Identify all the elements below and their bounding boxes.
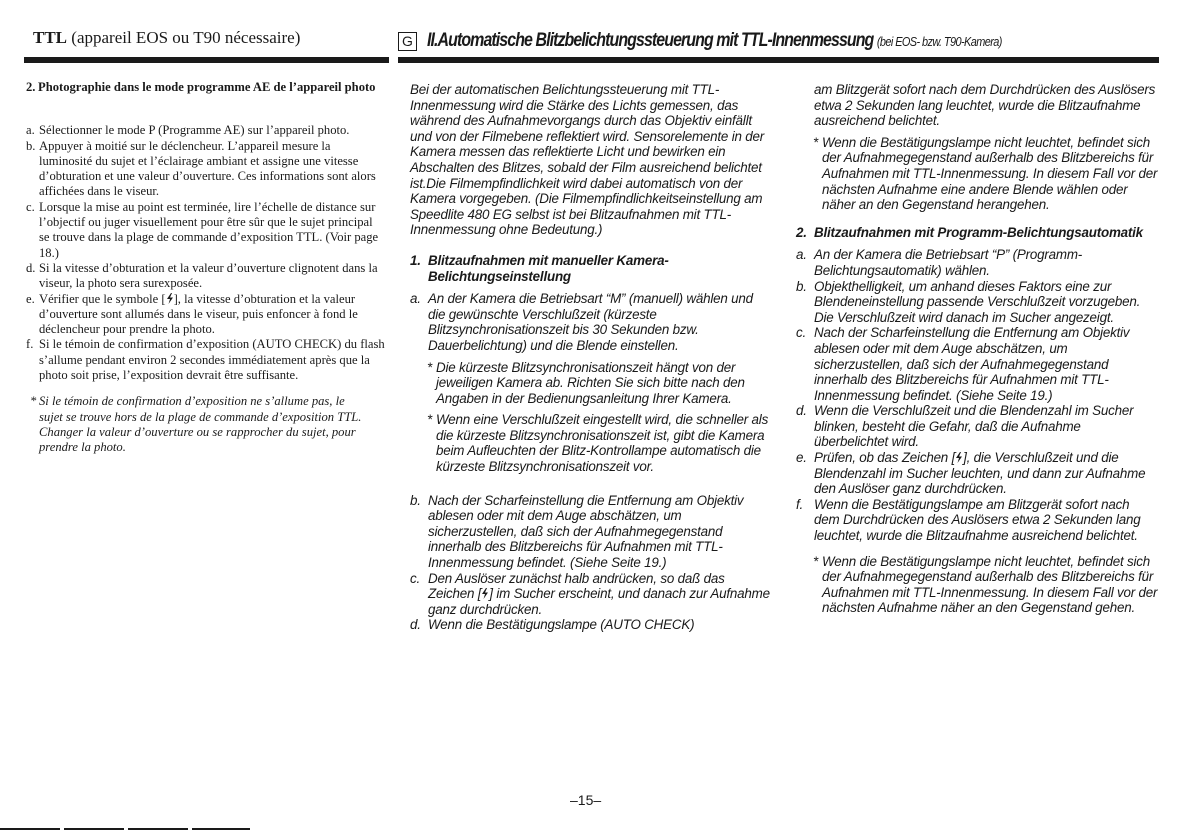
item-text: Si la vitesse d’obturation et la valeur d’ouverture clignotent dans la viseur, la photo sera surexposée. xyxy=(39,260,378,291)
german-list-item xyxy=(796,497,1158,544)
german-list-item xyxy=(796,325,1158,403)
french-header-ttl: TTL xyxy=(33,28,68,47)
item-text: Appuyer à moitié sur le déclencheur. L’appareil mesure la luminosité du sujet et l’éclairage ambiant et assigne une vitesse d’obturation et une valeur d’ouverture. Ces informations sont alors affichées dans le viseur. xyxy=(39,138,376,199)
item-text: Objekthelligkeit, um anhand dieses Faktors eine zur Blendeneinstellung passende Verschlußzeit vorzugeben. Die Verschlußzeit wird danach im Sucher angezeigt. xyxy=(814,278,1141,325)
item-letter: e. xyxy=(796,450,807,466)
german-note xyxy=(410,412,770,474)
german-note xyxy=(410,360,770,407)
flash-bolt-icon xyxy=(166,293,174,304)
item-text xyxy=(428,571,770,618)
french-section-title xyxy=(26,80,386,95)
note-text: Wenn die Bestätigungslampe nicht leuchtet, befindet sich der Aufnahmegegenstand außerhalb des Blitzbereichs für Aufnahmen mit TTL-Innenmessung. In diesem Fall vor der nächsten Aufnahme eine andere Blende wählen oder näher an den Gegenstand herangehen. xyxy=(822,134,1158,213)
german-note xyxy=(796,554,1158,616)
item-text-part: Vérifier que le symbole [ xyxy=(39,291,166,306)
french-list-item xyxy=(26,139,386,200)
german-column-2 xyxy=(796,82,1158,622)
german-continued-text: am Blitzgerät sofort nach dem Durchdrücken des Auslösers etwa 2 Sekunden lang leuchtet, wurde die Blitzaufnahme ausreichend belichtet. xyxy=(814,82,1156,129)
note-asterisk: * xyxy=(30,394,37,409)
german-section-1-title xyxy=(410,253,770,284)
german-note xyxy=(796,135,1158,213)
item-letter: f. xyxy=(796,496,804,512)
item-text: Lorsque la mise au point est terminée, lire l’échelle de distance sur l’objectif ou juger visuellement pour être sûr que le sujet principal se trouve dans la plage de commande d’exposition TTL. (Voir page 18.) xyxy=(39,199,379,260)
note-text: Wenn eine Verschlußzeit eingestellt wird, die schneller als die kürzeste Blitzsynchronisationszeit ist, gibt die Kamera beim Aufleuchten der Blitz-Kontrollampe automatisch die kürzeste Blitzsynchronisationszeit vor. xyxy=(436,412,769,475)
item-letter: c. xyxy=(796,325,807,341)
item-text: Si le témoin de confirmation d’exposition (AUTO CHECK) du flash s’allume pendant environ 2 secondes immédiatement après que la photo soit prise, l’exposition devrait être suffisante. xyxy=(39,337,385,383)
french-note xyxy=(26,394,386,455)
note-text: Si le témoin de confirmation d’exposition ne s’allume pas, le sujet se trouve hors de la plage de commande d’exposition TTL. Changer la valeur d’ouverture ou se rapprocher du sujet, pour prendre la photo. xyxy=(39,394,362,455)
item-text: Wenn die Bestätigungslampe am Blitzgerät sofort nach dem Durchdrücken des Auslösers etwa 2 Sekunden lang leuchtet, wurde die Blitzaufnahme ausreichend belichtet. xyxy=(814,496,1141,544)
french-header-rest: (appareil EOS ou T90 nécessaire) xyxy=(67,28,301,47)
item-letter: d. xyxy=(410,617,421,633)
item-text: Wenn die Verschlußzeit und die Blendenzahl im Sucher blinken, besteht die Gefahr, daß die Aufnahme überbelichtet wird. xyxy=(814,403,1134,450)
german-title-subtitle: (bei EOS- bzw. T90-Kamera) xyxy=(876,34,1002,49)
german-header xyxy=(398,27,1160,55)
item-letter: a. xyxy=(26,123,35,138)
bottom-edge-marks xyxy=(0,828,250,830)
french-list-item xyxy=(26,292,386,338)
note-text: Die kürzeste Blitzsynchronisationszeit hängt von der jeweiligen Kamera ab. Richten Sie sich bitte nach den Angaben in der Bedienungsanleitung Ihrer Kamera. xyxy=(436,359,745,406)
german-column-1 xyxy=(410,82,770,633)
item-text xyxy=(814,450,1158,497)
french-header-rule xyxy=(24,57,389,63)
german-title xyxy=(427,30,1002,52)
german-list-item xyxy=(410,291,770,353)
french-section-number: 2. xyxy=(26,80,36,94)
german-list-item xyxy=(410,571,770,618)
item-letter: c. xyxy=(26,199,35,214)
german-list-item xyxy=(410,493,770,571)
item-letter: b. xyxy=(26,138,36,153)
french-list-item xyxy=(26,123,386,138)
item-text-part: ], la vitesse d’obturation et la valeur d’ouverture sont allumés dans le viseur, puis enfoncer à fond le déclencheur pour prendre la photo. xyxy=(39,291,358,337)
item-text: An der Kamera die Betriebsart “P” (Programm-Belichtungsautomatik) wählen. xyxy=(814,247,1083,278)
item-text: An der Kamera die Betriebsart “M” (manuell) wählen und die gewünschte Verschlußzeit (kürzeste Blitzsynchronisationszeit bis 30 Sekunden bzw. Dauerbelichtung) und die Blende einstellen. xyxy=(428,291,753,353)
item-letter: d. xyxy=(796,403,807,419)
german-list-item xyxy=(796,403,1158,450)
item-letter: b. xyxy=(796,278,807,294)
french-section-heading: Photographie dans le mode programme AE de l’appareil photo xyxy=(38,80,376,94)
german-list-item xyxy=(410,617,770,633)
german-list-item xyxy=(796,450,1158,497)
german-intro: Bei der automatischen Belichtungssteuerung mit TTL-Innenmessung wird die Stärke des Lichts gemessen, das während des Aufnahmevorgangs durch das Objektiv einfällt und von der Filmebene reflektiert wird. Sensorelemente in der Kamera messen das reflektierte Licht und bewirken ein Abschalten des Blitzes, sobald der Film ausreichend belichtet ist.Die Filmempfindlichkeit wird dabei automatisch von der Kamera vorgegeben. (Die Filmempfindlichkeitseinstellung am Speedlite 480 EG selbst ist bei Blitzaufnahmen mit TTL-Innenmessung ohne Bedeutung.) xyxy=(410,82,764,238)
item-text-part: ], die Verschlußzeit und die Blendenzahl im Sucher leuchten, und dann zur Aufnahme den Auslöser ganz durchdrücken. xyxy=(814,450,1146,497)
note-asterisk: * xyxy=(813,553,819,569)
item-letter: d. xyxy=(26,260,36,275)
item-text: Nach der Scharfeinstellung die Entfernung am Objektiv ablesen oder mit dem Auge abschätzen, um sicherzustellen, daß sich der Aufnahmegegenstand innerhalb des Blitzbereichs für Aufnahmen mit TTL-Innenmessung befindet. (Siehe Seite 19.) xyxy=(814,325,1130,403)
french-column xyxy=(26,80,386,456)
french-header xyxy=(33,28,300,48)
section-number: 2. xyxy=(796,224,807,240)
item-text: Sélectionner le mode P (Programme AE) sur l’appareil photo. xyxy=(39,123,350,138)
section-number: 1. xyxy=(410,252,421,268)
item-letter: b. xyxy=(410,492,421,508)
french-list-item xyxy=(26,200,386,261)
item-text-part: Den Auslöser zunächst halb andrücken, so daß das Zeichen [ xyxy=(428,570,725,602)
note-text: Wenn die Bestätigungslampe nicht leuchtet, befindet sich der Aufnahmegegenstand außerhalb des Blitzbereichs für Aufnahmen mit TTL-Innenmessung. In diesem Fall vor der nächsten Aufnahme näher an den Gegenstand gehen. xyxy=(822,553,1158,616)
section-heading: Blitzaufnahmen mit manueller Kamera-Belichtungseinstellung xyxy=(428,252,669,284)
item-letter: c. xyxy=(410,570,421,586)
item-letter: f. xyxy=(26,337,34,352)
german-title-main: II.Automatische Blitzbelichtungssteuerung mit TTL-Innenmessung xyxy=(427,30,877,51)
language-tab-g: G xyxy=(398,32,417,51)
german-section-2-title xyxy=(796,225,1158,241)
item-text: Nach der Scharfeinstellung die Entfernung am Objektiv ablesen oder mit dem Auge abschätzen, um sicherzustellen, daß sich der Aufnahmegegenstand innerhalb des Blitzbereichs für Aufnahmen mit TTL-Innenmessung befindet. (Siehe Seite 19.) xyxy=(428,492,744,571)
german-list-item xyxy=(796,279,1158,326)
item-text-part: Prüfen, ob das Zeichen [ xyxy=(814,450,956,466)
french-list-item xyxy=(26,261,386,292)
item-text: Wenn die Bestätigungslampe (AUTO CHECK) xyxy=(428,617,695,633)
german-header-rule xyxy=(398,57,1159,63)
note-asterisk: * xyxy=(427,359,433,375)
note-asterisk: * xyxy=(813,134,819,150)
item-letter: a. xyxy=(410,291,421,307)
section-heading: Blitzaufnahmen mit Programm-Belichtungsautomatik xyxy=(814,224,1143,240)
note-asterisk: * xyxy=(427,412,433,428)
item-letter: a. xyxy=(796,247,807,263)
french-list-item xyxy=(26,337,386,383)
page-number: –15– xyxy=(570,792,602,808)
item-text-part: ] im Sucher erscheint, und danach zur Aufnahme ganz durchdrücken. xyxy=(428,586,770,617)
item-text xyxy=(39,292,386,338)
item-letter: e. xyxy=(26,291,35,306)
german-list-item xyxy=(796,247,1158,278)
flash-bolt-icon xyxy=(955,452,963,463)
